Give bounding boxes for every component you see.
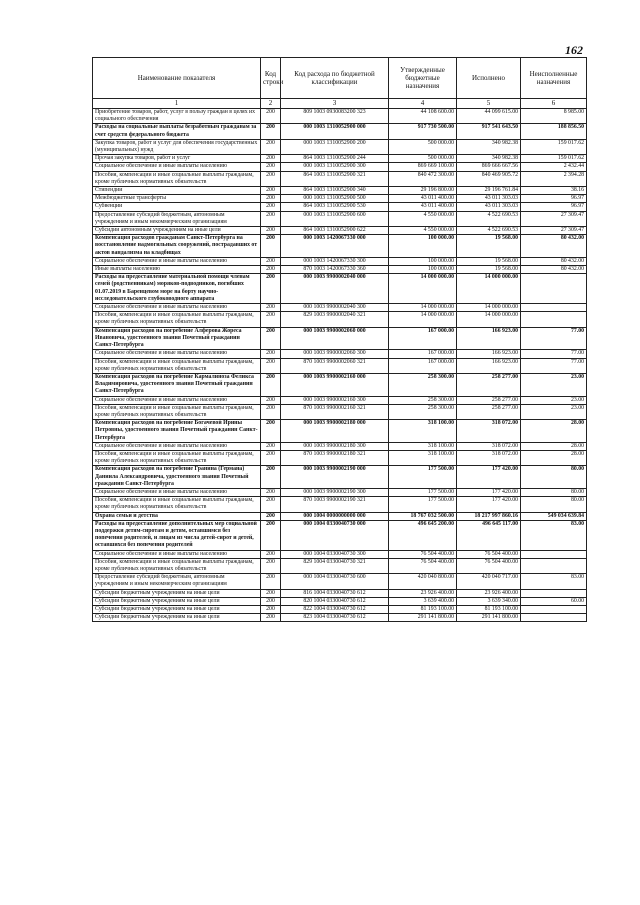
header-executed: Исполнено bbox=[457, 58, 521, 99]
cell-budget-code: 809 1003 0930083200 323 bbox=[281, 109, 389, 124]
cell-budget-code: 000 1004 0000000000 000 bbox=[281, 512, 389, 520]
cell-line-code: 200 bbox=[261, 274, 281, 304]
cell-name: Межбюджетные трансферты bbox=[93, 195, 261, 203]
cell-approved: 177 500.00 bbox=[389, 466, 457, 489]
table-row bbox=[93, 227, 587, 235]
cell-executed: 869 666 667.56 bbox=[457, 163, 521, 171]
cell-budget-code: 000 1003 1310052900 200 bbox=[281, 139, 389, 154]
cell-name: Социальное обеспечение и иные выплаты населению bbox=[93, 304, 261, 312]
cell-executed: 291 141 800.00 bbox=[457, 614, 521, 622]
cell-line-code: 200 bbox=[261, 404, 281, 419]
cell-approved: 318 100.00 bbox=[389, 450, 457, 465]
cell-line-code: 200 bbox=[261, 466, 281, 489]
cell-unexecuted: 28.00 bbox=[521, 442, 587, 450]
table-row bbox=[93, 466, 587, 489]
cell-name: Расходы на социальные выплаты безработным гражданам за счет средств федерального бюджета bbox=[93, 124, 261, 139]
cell-executed: 4 522 690.53 bbox=[457, 227, 521, 235]
cell-executed: 43 011 303.03 bbox=[457, 195, 521, 203]
cell-unexecuted: 23.00 bbox=[521, 404, 587, 419]
cell-budget-code: 870 1003 9900002160 321 bbox=[281, 404, 389, 419]
cell-name: Компенсация расходов на погребение Богачевой Ирины Петровны, удостоенного звания Почетный гражданин Санкт-Петербурга bbox=[93, 420, 261, 443]
cell-executed: 258 277.00 bbox=[457, 396, 521, 404]
cell-budget-code: 000 1003 1310052900 500 bbox=[281, 195, 389, 203]
cell-name: Стипендии bbox=[93, 187, 261, 195]
cell-name: Предоставление субсидий бюджетным, автономным учреждениям и иным некоммерческим организациям bbox=[93, 574, 261, 589]
table-row bbox=[93, 327, 587, 350]
cell-line-code: 200 bbox=[261, 606, 281, 614]
cell-line-code: 200 bbox=[261, 203, 281, 211]
cell-name: Социальное обеспечение и иные выплаты населению bbox=[93, 257, 261, 265]
cell-name: Расходы на предоставление материальной помощи членам семей (родственникам) моряков-подводников, погибших 01.07.2019 в Баренцевом море на борту научно-исследовательского глубоководного аппарата bbox=[93, 274, 261, 304]
cell-unexecuted: 159 017.62 bbox=[521, 139, 587, 154]
cell-name: Субсидии бюджетным учреждениям на иные цели bbox=[93, 606, 261, 614]
header-budget-code: Код расхода по бюджетной классификации bbox=[281, 58, 389, 99]
cell-budget-code: 000 1004 0330040730 000 bbox=[281, 520, 389, 550]
cell-approved: 869 669 100.00 bbox=[389, 163, 457, 171]
cell-approved: 177 500.00 bbox=[389, 488, 457, 496]
cell-executed: 420 040 717.00 bbox=[457, 574, 521, 589]
cell-approved: 917 730 500.00 bbox=[389, 124, 457, 139]
table-row bbox=[93, 203, 587, 211]
cell-name: Прочая закупка товаров, работ и услуг bbox=[93, 155, 261, 163]
cell-budget-code: 829 1004 0330040730 321 bbox=[281, 558, 389, 573]
cell-budget-code: 000 1003 9900002160 300 bbox=[281, 396, 389, 404]
cell-approved: 258 300.00 bbox=[389, 396, 457, 404]
cell-budget-code: 000 1003 1310052900 300 bbox=[281, 163, 389, 171]
cell-line-code: 200 bbox=[261, 597, 281, 605]
cell-approved: 167 000.00 bbox=[389, 350, 457, 358]
table-body bbox=[93, 109, 587, 622]
cell-approved: 14 000 000.00 bbox=[389, 304, 457, 312]
cell-budget-code: 820 1004 0330040730 612 bbox=[281, 597, 389, 605]
cell-name: Компенсация расходов на погребение Кармалиноза Феликса Владимировича, удостоенного звания Почетный гражданин Санкт-Петербурга bbox=[93, 373, 261, 396]
cell-name: Субсидии бюджетным учреждениям на иные цели bbox=[93, 589, 261, 597]
cell-unexecuted: 83.00 bbox=[521, 574, 587, 589]
cell-executed: 318 072.00 bbox=[457, 442, 521, 450]
table-row bbox=[93, 396, 587, 404]
cell-budget-code: 000 1003 9900002060 000 bbox=[281, 327, 389, 350]
cell-budget-code: 000 1003 1420067330 300 bbox=[281, 257, 389, 265]
table-row bbox=[93, 163, 587, 171]
cell-name: Субсидии бюджетным учреждениям на иные цели bbox=[93, 597, 261, 605]
cell-unexecuted bbox=[521, 589, 587, 597]
cell-line-code: 200 bbox=[261, 187, 281, 195]
cell-budget-code: 000 1004 0330040730 600 bbox=[281, 574, 389, 589]
cell-name: Социальное обеспечение и иные выплаты населению bbox=[93, 550, 261, 558]
cell-line-code: 200 bbox=[261, 614, 281, 622]
cell-budget-code: 816 1004 0330040730 612 bbox=[281, 589, 389, 597]
page-number: 162 bbox=[565, 43, 583, 57]
cell-line-code: 200 bbox=[261, 520, 281, 550]
cell-budget-code: 829 1003 9900002040 321 bbox=[281, 312, 389, 327]
cell-unexecuted: 23.00 bbox=[521, 396, 587, 404]
cell-line-code: 200 bbox=[261, 442, 281, 450]
cell-name: Расходы на предоставление дополнительных мер социальной поддержки детям-сиротам и детям, оставшимся без попечения родителей, и лицам из числа детей-сирот и детей, оставшихся без попечения родителей bbox=[93, 520, 261, 550]
cell-name: Приобретение товаров, работ, услуг в пользу граждан в целях их социального обеспечения bbox=[93, 109, 261, 124]
cell-line-code: 200 bbox=[261, 589, 281, 597]
cell-approved: 318 100.00 bbox=[389, 442, 457, 450]
cell-line-code: 200 bbox=[261, 227, 281, 235]
cell-unexecuted: 27 309.47 bbox=[521, 227, 587, 235]
table-row bbox=[93, 257, 587, 265]
cell-budget-code: 000 1003 9900002040 300 bbox=[281, 304, 389, 312]
cell-unexecuted: 80.00 bbox=[521, 497, 587, 512]
cell-executed: 19 568.00 bbox=[457, 266, 521, 274]
cell-budget-code: 864 1003 1310052900 321 bbox=[281, 171, 389, 186]
cell-executed: 258 277.00 bbox=[457, 373, 521, 396]
cell-executed: 177 420.00 bbox=[457, 497, 521, 512]
cell-budget-code: 000 1003 1310052900 600 bbox=[281, 211, 389, 226]
cell-name: Закупка товаров, работ и услуг для обеспечения государственных (муниципальных) нужд bbox=[93, 139, 261, 154]
table-row bbox=[93, 558, 587, 573]
cell-executed: 258 277.00 bbox=[457, 404, 521, 419]
cell-line-code: 200 bbox=[261, 312, 281, 327]
cell-name: Субсидии бюджетным учреждениям на иные цели bbox=[93, 614, 261, 622]
cell-approved: 81 193 100.00 bbox=[389, 606, 457, 614]
cell-executed: 166 923.00 bbox=[457, 350, 521, 358]
cell-executed: 166 923.00 bbox=[457, 358, 521, 373]
cell-approved: 76 504 400.00 bbox=[389, 558, 457, 573]
cell-budget-code: 870 1003 9900002060 321 bbox=[281, 358, 389, 373]
cell-approved: 500 000.00 bbox=[389, 139, 457, 154]
cell-budget-code: 000 1003 9900002180 000 bbox=[281, 420, 389, 443]
cell-budget-code: 823 1004 0330040730 612 bbox=[281, 614, 389, 622]
cell-line-code: 200 bbox=[261, 195, 281, 203]
cell-unexecuted bbox=[521, 606, 587, 614]
cell-unexecuted: 77.00 bbox=[521, 358, 587, 373]
cell-approved: 76 504 400.00 bbox=[389, 550, 457, 558]
cell-executed: 81 193 100.00 bbox=[457, 606, 521, 614]
header-name: Наименование показателя bbox=[93, 58, 261, 99]
cell-approved: 840 472 300.00 bbox=[389, 171, 457, 186]
cell-unexecuted: 80 432.00 bbox=[521, 266, 587, 274]
table-row bbox=[93, 304, 587, 312]
cell-name: Пособия, компенсации и иные социальные выплаты гражданам, кроме публичных нормативных обязательств bbox=[93, 404, 261, 419]
table-row bbox=[93, 488, 587, 496]
cell-executed: 44 099 615.00 bbox=[457, 109, 521, 124]
table-row bbox=[93, 404, 587, 419]
cell-approved: 167 000.00 bbox=[389, 358, 457, 373]
table-row bbox=[93, 420, 587, 443]
header-line-code: Код строки bbox=[261, 58, 281, 99]
cell-approved: 44 108 600.00 bbox=[389, 109, 457, 124]
cell-line-code: 200 bbox=[261, 124, 281, 139]
cell-line-code: 200 bbox=[261, 550, 281, 558]
cell-executed: 840 469 905.72 bbox=[457, 171, 521, 186]
cell-name: Компенсация расходов на погребение Гранина (Германа) Даниила Александровича, удостоенного звания Почетный гражданин Санкт-Петербурга bbox=[93, 466, 261, 489]
cell-line-code: 200 bbox=[261, 574, 281, 589]
cell-approved: 258 300.00 bbox=[389, 373, 457, 396]
cell-budget-code: 864 1003 1310052900 244 bbox=[281, 155, 389, 163]
cell-unexecuted: 8 985.00 bbox=[521, 109, 587, 124]
table-row bbox=[93, 550, 587, 558]
table-row bbox=[93, 614, 587, 622]
cell-approved: 18 767 032 500.00 bbox=[389, 512, 457, 520]
cell-executed: 340 982.38 bbox=[457, 139, 521, 154]
cell-line-code: 200 bbox=[261, 304, 281, 312]
cell-executed: 917 541 643.50 bbox=[457, 124, 521, 139]
cell-line-code: 200 bbox=[261, 327, 281, 350]
cell-budget-code: 870 1003 1420067330 360 bbox=[281, 266, 389, 274]
cell-approved: 100 000.00 bbox=[389, 257, 457, 265]
cell-budget-code: 822 1004 0330040730 612 bbox=[281, 606, 389, 614]
table-row bbox=[93, 235, 587, 258]
cell-executed: 3 639 340.00 bbox=[457, 597, 521, 605]
cell-budget-code: 000 1003 9900002040 000 bbox=[281, 274, 389, 304]
cell-name: Пособия, компенсации и иные социальные выплаты гражданам, кроме публичных нормативных обязательств bbox=[93, 558, 261, 573]
cell-budget-code: 870 1003 9900002180 321 bbox=[281, 450, 389, 465]
cell-budget-code: 864 1003 1310052900 340 bbox=[281, 187, 389, 195]
cell-unexecuted bbox=[521, 614, 587, 622]
cell-executed: 166 923.00 bbox=[457, 327, 521, 350]
cell-name: Социальное обеспечение и иные выплаты населению bbox=[93, 488, 261, 496]
cell-unexecuted: 188 856.50 bbox=[521, 124, 587, 139]
budget-execution-table bbox=[92, 57, 587, 622]
cell-budget-code: 000 1003 1420067330 000 bbox=[281, 235, 389, 258]
cell-line-code: 200 bbox=[261, 235, 281, 258]
cell-executed: 76 504 400.00 bbox=[457, 558, 521, 573]
cell-approved: 420 040 800.00 bbox=[389, 574, 457, 589]
cell-unexecuted: 80 432.00 bbox=[521, 235, 587, 258]
table-row bbox=[93, 450, 587, 465]
table-row bbox=[93, 373, 587, 396]
table-row bbox=[93, 597, 587, 605]
cell-executed: 19 568.00 bbox=[457, 257, 521, 265]
table-row bbox=[93, 195, 587, 203]
cell-name: Пособия, компенсации и иные социальные выплаты гражданам, кроме публичных нормативных обязательств bbox=[93, 171, 261, 186]
cell-unexecuted: 159 017.62 bbox=[521, 155, 587, 163]
cell-unexecuted: 96.97 bbox=[521, 195, 587, 203]
cell-approved: 29 196 800.00 bbox=[389, 187, 457, 195]
table-row bbox=[93, 171, 587, 186]
cell-unexecuted: 77.00 bbox=[521, 350, 587, 358]
cell-name: Социальное обеспечение и иные выплаты населению bbox=[93, 350, 261, 358]
cell-executed: 76 504 400.00 bbox=[457, 550, 521, 558]
cell-line-code: 200 bbox=[261, 257, 281, 265]
cell-unexecuted: 2 394.28 bbox=[521, 171, 587, 186]
cell-name: Предоставление субсидий бюджетным, автономным учреждениям и иным некоммерческим организациям bbox=[93, 211, 261, 226]
cell-unexecuted: 28.00 bbox=[521, 420, 587, 443]
cell-line-code: 200 bbox=[261, 497, 281, 512]
column-number: 5 bbox=[457, 99, 521, 109]
header-unexecuted: Неисполненные назначения bbox=[521, 58, 587, 99]
cell-executed: 18 217 997 860.16 bbox=[457, 512, 521, 520]
cell-budget-code: 000 1003 1310052900 000 bbox=[281, 124, 389, 139]
cell-name: Социальное обеспечение и иные выплаты населению bbox=[93, 163, 261, 171]
cell-executed: 14 000 000.00 bbox=[457, 312, 521, 327]
cell-unexecuted: 80.00 bbox=[521, 488, 587, 496]
cell-approved: 23 926 400.00 bbox=[389, 589, 457, 597]
cell-approved: 177 500.00 bbox=[389, 497, 457, 512]
cell-unexecuted bbox=[521, 558, 587, 573]
cell-approved: 14 000 000.00 bbox=[389, 274, 457, 304]
cell-unexecuted bbox=[521, 550, 587, 558]
cell-executed: 318 072.00 bbox=[457, 450, 521, 465]
column-number: 3 bbox=[281, 99, 389, 109]
cell-name: Пособия, компенсации и иные социальные выплаты гражданам, кроме публичных нормативных обязательств bbox=[93, 358, 261, 373]
column-number: 4 bbox=[389, 99, 457, 109]
table-row bbox=[93, 266, 587, 274]
cell-executed: 318 072.00 bbox=[457, 420, 521, 443]
cell-name: Пособия, компенсации и иные социальные выплаты гражданам, кроме публичных нормативных обязательств bbox=[93, 450, 261, 465]
cell-name: Субвенции bbox=[93, 203, 261, 211]
cell-executed: 177 420.00 bbox=[457, 488, 521, 496]
table-row bbox=[93, 211, 587, 226]
cell-unexecuted: 80.00 bbox=[521, 466, 587, 489]
cell-executed: 43 011 303.03 bbox=[457, 203, 521, 211]
table-row bbox=[93, 442, 587, 450]
cell-name: Социальное обеспечение и иные выплаты населению bbox=[93, 396, 261, 404]
cell-name: Пособия, компенсации и иные социальные выплаты гражданам, кроме публичных нормативных обязательств bbox=[93, 497, 261, 512]
cell-budget-code: 000 1003 9900002160 000 bbox=[281, 373, 389, 396]
cell-approved: 100 000.00 bbox=[389, 266, 457, 274]
cell-name: Субсидии автономным учреждениям на иные цели bbox=[93, 227, 261, 235]
column-number: 1 bbox=[93, 99, 261, 109]
cell-line-code: 200 bbox=[261, 211, 281, 226]
cell-unexecuted: 60.00 bbox=[521, 597, 587, 605]
cell-approved: 43 011 400.00 bbox=[389, 195, 457, 203]
cell-unexecuted: 28.00 bbox=[521, 450, 587, 465]
column-number: 2 bbox=[261, 99, 281, 109]
cell-unexecuted: 27 309.47 bbox=[521, 211, 587, 226]
table-row bbox=[93, 497, 587, 512]
cell-line-code: 200 bbox=[261, 488, 281, 496]
cell-approved: 100 000.00 bbox=[389, 235, 457, 258]
cell-line-code: 200 bbox=[261, 109, 281, 124]
column-number-row bbox=[93, 99, 587, 109]
cell-unexecuted: 2 432.44 bbox=[521, 163, 587, 171]
cell-unexecuted: 83.00 bbox=[521, 520, 587, 550]
cell-unexecuted: 549 034 639.84 bbox=[521, 512, 587, 520]
cell-executed: 29 196 761.84 bbox=[457, 187, 521, 195]
cell-budget-code: 864 1003 1310052900 530 bbox=[281, 203, 389, 211]
cell-line-code: 200 bbox=[261, 266, 281, 274]
cell-line-code: 200 bbox=[261, 420, 281, 443]
cell-approved: 4 550 000.00 bbox=[389, 227, 457, 235]
cell-line-code: 200 bbox=[261, 558, 281, 573]
cell-unexecuted bbox=[521, 312, 587, 327]
cell-name: Компенсация расходов на погребение Алферова Жореса Ивановича, удостоенного звания Почетный гражданин Санкт-Петербурга bbox=[93, 327, 261, 350]
cell-executed: 340 982.38 bbox=[457, 155, 521, 163]
table-row bbox=[93, 350, 587, 358]
cell-executed: 14 000 000.00 bbox=[457, 274, 521, 304]
cell-approved: 4 550 000.00 bbox=[389, 211, 457, 226]
cell-name: Компенсация расходов гражданам Санкт-Петербурга на восстановление надмогильных сооружений, пострадавших от актов вандализма на кладбищах bbox=[93, 235, 261, 258]
cell-approved: 291 141 800.00 bbox=[389, 614, 457, 622]
cell-unexecuted: 23.00 bbox=[521, 373, 587, 396]
cell-unexecuted: 80 432.00 bbox=[521, 257, 587, 265]
cell-budget-code: 000 1003 9900002190 000 bbox=[281, 466, 389, 489]
cell-budget-code: 000 1003 9900002190 300 bbox=[281, 488, 389, 496]
cell-line-code: 200 bbox=[261, 450, 281, 465]
cell-approved: 496 645 200.00 bbox=[389, 520, 457, 550]
cell-executed: 4 522 690.53 bbox=[457, 211, 521, 226]
cell-line-code: 200 bbox=[261, 396, 281, 404]
cell-line-code: 200 bbox=[261, 512, 281, 520]
table-row bbox=[93, 574, 587, 589]
cell-approved: 318 100.00 bbox=[389, 420, 457, 443]
cell-executed: 14 000 000.00 bbox=[457, 304, 521, 312]
cell-executed: 496 645 117.00 bbox=[457, 520, 521, 550]
cell-line-code: 200 bbox=[261, 373, 281, 396]
cell-executed: 23 926 400.00 bbox=[457, 589, 521, 597]
cell-line-code: 200 bbox=[261, 155, 281, 163]
cell-line-code: 200 bbox=[261, 171, 281, 186]
cell-name: Социальное обеспечение и иные выплаты населению bbox=[93, 442, 261, 450]
cell-approved: 43 011 400.00 bbox=[389, 203, 457, 211]
header-approved: Утвержденные бюджетные назначения bbox=[389, 58, 457, 99]
cell-approved: 500 000.00 bbox=[389, 155, 457, 163]
cell-line-code: 200 bbox=[261, 139, 281, 154]
table-row bbox=[93, 512, 587, 520]
cell-budget-code: 000 1003 9900002180 300 bbox=[281, 442, 389, 450]
table-row bbox=[93, 358, 587, 373]
cell-unexecuted: 38.16 bbox=[521, 187, 587, 195]
cell-unexecuted: 96.97 bbox=[521, 203, 587, 211]
cell-name: Охрана семьи и детства bbox=[93, 512, 261, 520]
cell-line-code: 200 bbox=[261, 350, 281, 358]
cell-budget-code: 000 1004 0330040730 300 bbox=[281, 550, 389, 558]
table-header-row bbox=[93, 58, 587, 99]
column-number: 6 bbox=[521, 99, 587, 109]
table-row bbox=[93, 124, 587, 139]
cell-approved: 14 000 000.00 bbox=[389, 312, 457, 327]
table-row bbox=[93, 606, 587, 614]
table-row bbox=[93, 589, 587, 597]
table-row bbox=[93, 155, 587, 163]
cell-line-code: 200 bbox=[261, 358, 281, 373]
cell-unexecuted bbox=[521, 304, 587, 312]
table-row bbox=[93, 274, 587, 304]
cell-line-code: 200 bbox=[261, 163, 281, 171]
cell-unexecuted bbox=[521, 274, 587, 304]
cell-name: Иные выплаты населению bbox=[93, 266, 261, 274]
cell-budget-code: 870 1003 9900002190 321 bbox=[281, 497, 389, 512]
table-row bbox=[93, 187, 587, 195]
cell-approved: 258 300.00 bbox=[389, 404, 457, 419]
cell-approved: 3 639 400.00 bbox=[389, 597, 457, 605]
table-row bbox=[93, 312, 587, 327]
cell-budget-code: 864 1003 1310052900 622 bbox=[281, 227, 389, 235]
cell-name: Пособия, компенсации и иные социальные выплаты гражданам, кроме публичных нормативных обязательств bbox=[93, 312, 261, 327]
cell-approved: 167 000.00 bbox=[389, 327, 457, 350]
table-row bbox=[93, 109, 587, 124]
cell-executed: 177 420.00 bbox=[457, 466, 521, 489]
table-row bbox=[93, 520, 587, 550]
cell-executed: 19 568.00 bbox=[457, 235, 521, 258]
cell-budget-code: 000 1003 9900002060 300 bbox=[281, 350, 389, 358]
table-row bbox=[93, 139, 587, 154]
cell-unexecuted: 77.00 bbox=[521, 327, 587, 350]
